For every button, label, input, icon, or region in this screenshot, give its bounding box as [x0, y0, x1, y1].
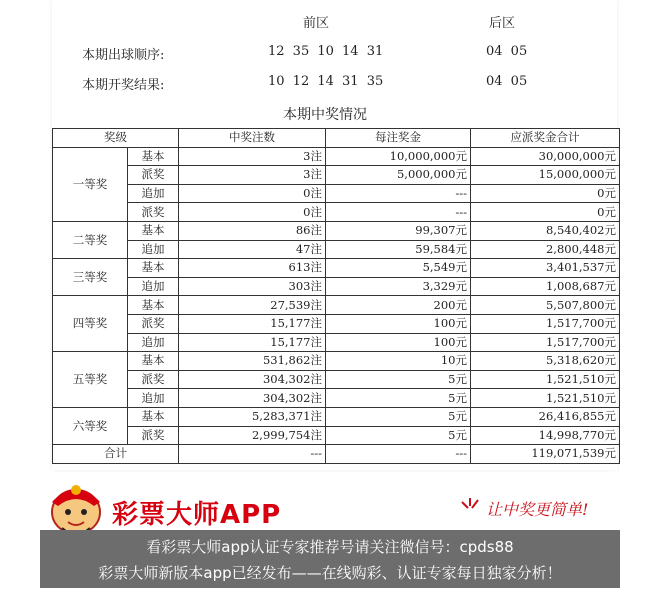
- sparkle-icon: [458, 498, 482, 518]
- winning-count: 303注: [179, 277, 326, 296]
- prize-per-bet: 5,000,000元: [326, 166, 471, 185]
- result-front: 10 12 14 31 35: [268, 74, 384, 89]
- prize-per-bet: 10,000,000元: [326, 147, 471, 166]
- front-zone-label: 前区: [303, 16, 330, 31]
- col-count: 中奖注数: [179, 129, 326, 148]
- table-row: [53, 389, 620, 408]
- table-row: [53, 259, 620, 278]
- prize-per-bet: 99,307元: [326, 221, 471, 240]
- total-payout: 30,000,000元: [471, 147, 620, 166]
- table-row: [53, 203, 620, 222]
- table-row: [53, 333, 620, 352]
- prize-per-bet: ---: [326, 203, 471, 222]
- promo-bar: [40, 530, 620, 588]
- back-zone-label: 后区: [489, 16, 516, 31]
- bet-type: 派奖: [128, 203, 179, 222]
- table-row: [53, 407, 620, 426]
- total-prize: ---: [326, 445, 471, 464]
- table-row: [53, 147, 620, 166]
- total-payout: 5,318,620元: [471, 352, 620, 371]
- prize-level: 一等奖: [53, 147, 128, 221]
- winning-count: 5,283,371注: [179, 407, 326, 426]
- draw-order-label: 本期出球顺序:: [82, 48, 165, 63]
- total-payout-sum: 119,071,539元: [471, 445, 620, 464]
- total-payout: 0元: [471, 184, 620, 203]
- table-row: [53, 184, 620, 203]
- total-row: [53, 445, 620, 464]
- winning-count: 15,177注: [179, 333, 326, 352]
- table-header-row: [53, 129, 620, 148]
- prize-level: 五等奖: [53, 352, 128, 408]
- table-row: [53, 314, 620, 333]
- bet-type: 派奖: [128, 426, 179, 445]
- section-title: 本期中奖情况: [283, 107, 367, 123]
- bet-type: 追加: [128, 184, 179, 203]
- table-row: [53, 426, 620, 445]
- winning-count: 15,177注: [179, 314, 326, 333]
- winning-count: 86注: [179, 221, 326, 240]
- result-label: 本期开奖结果:: [82, 78, 165, 93]
- draw-order-back: 04 05: [486, 44, 528, 59]
- prize-per-bet: 59,584元: [326, 240, 471, 259]
- prize-level: 二等奖: [53, 221, 128, 258]
- total-label: 合计: [53, 445, 179, 464]
- winning-count: 304,302注: [179, 370, 326, 389]
- total-payout: 1,521,510元: [471, 370, 620, 389]
- prize-per-bet: 5元: [326, 426, 471, 445]
- total-count: ---: [179, 445, 326, 464]
- total-payout: 1,517,700元: [471, 333, 620, 352]
- prize-level: 四等奖: [53, 296, 128, 352]
- prize-per-bet: 100元: [326, 333, 471, 352]
- total-payout: 14,998,770元: [471, 426, 620, 445]
- col-total: 应派奖金合计: [471, 129, 620, 148]
- bet-type: 追加: [128, 389, 179, 408]
- prize-per-bet: 100元: [326, 314, 471, 333]
- prize-level: 六等奖: [53, 407, 128, 444]
- winning-count: 531,862注: [179, 352, 326, 371]
- winning-count: 3注: [179, 147, 326, 166]
- bet-type: 基本: [128, 221, 179, 240]
- promo-line-1: 看彩票大师app认证专家推荐号请关注微信号：cpds88: [146, 538, 514, 556]
- col-level: 奖级: [53, 129, 179, 148]
- table-row: [53, 296, 620, 315]
- col-prize: 每注奖金: [326, 129, 471, 148]
- total-payout: 1,517,700元: [471, 314, 620, 333]
- prize-per-bet: 5元: [326, 370, 471, 389]
- table-row: [53, 370, 620, 389]
- bet-type: 基本: [128, 147, 179, 166]
- prize-table: [52, 128, 620, 464]
- winning-count: 3注: [179, 166, 326, 185]
- total-payout: 3,401,537元: [471, 259, 620, 278]
- total-payout: 5,507,800元: [471, 296, 620, 315]
- total-payout: 8,540,402元: [471, 221, 620, 240]
- bet-type: 基本: [128, 296, 179, 315]
- bet-type: 派奖: [128, 370, 179, 389]
- result-back: 04 05: [486, 74, 528, 89]
- app-name: 彩票大师APP: [112, 500, 282, 530]
- prize-per-bet: 5,549元: [326, 259, 471, 278]
- table-row: [53, 240, 620, 259]
- winning-count: 304,302注: [179, 389, 326, 408]
- table-row: [53, 166, 620, 185]
- prize-per-bet: 200元: [326, 296, 471, 315]
- winning-count: 2,999,754注: [179, 426, 326, 445]
- bet-type: 派奖: [128, 314, 179, 333]
- bet-type: 基本: [128, 407, 179, 426]
- winning-count: 613注: [179, 259, 326, 278]
- table-row: [53, 352, 620, 371]
- bet-type: 追加: [128, 333, 179, 352]
- winning-count: 27,539注: [179, 296, 326, 315]
- winning-count: 0注: [179, 203, 326, 222]
- prize-per-bet: 5元: [326, 407, 471, 426]
- draw-order-front: 12 35 10 14 31: [268, 44, 384, 59]
- bet-type: 派奖: [128, 166, 179, 185]
- total-payout: 1,008,687元: [471, 277, 620, 296]
- prize-per-bet: 3,329元: [326, 277, 471, 296]
- promo-line-2: 彩票大师新版本app已经发布——在线购彩、认证专家每日独家分析！: [98, 564, 562, 582]
- bet-type: 追加: [128, 240, 179, 259]
- winning-count: 47注: [179, 240, 326, 259]
- bet-type: 追加: [128, 277, 179, 296]
- table-row: [53, 277, 620, 296]
- table-row: [53, 221, 620, 240]
- prize-per-bet: 10元: [326, 352, 471, 371]
- total-payout: 15,000,000元: [471, 166, 620, 185]
- total-payout: 1,521,510元: [471, 389, 620, 408]
- prize-per-bet: ---: [326, 184, 471, 203]
- slogan: 让中奖更简单!: [486, 500, 589, 519]
- bet-type: 基本: [128, 352, 179, 371]
- winning-count: 0注: [179, 184, 326, 203]
- total-payout: 26,416,855元: [471, 407, 620, 426]
- total-payout: 0元: [471, 203, 620, 222]
- bet-type: 基本: [128, 259, 179, 278]
- total-payout: 2,800,448元: [471, 240, 620, 259]
- prize-level: 三等奖: [53, 259, 128, 296]
- prize-per-bet: 5元: [326, 389, 471, 408]
